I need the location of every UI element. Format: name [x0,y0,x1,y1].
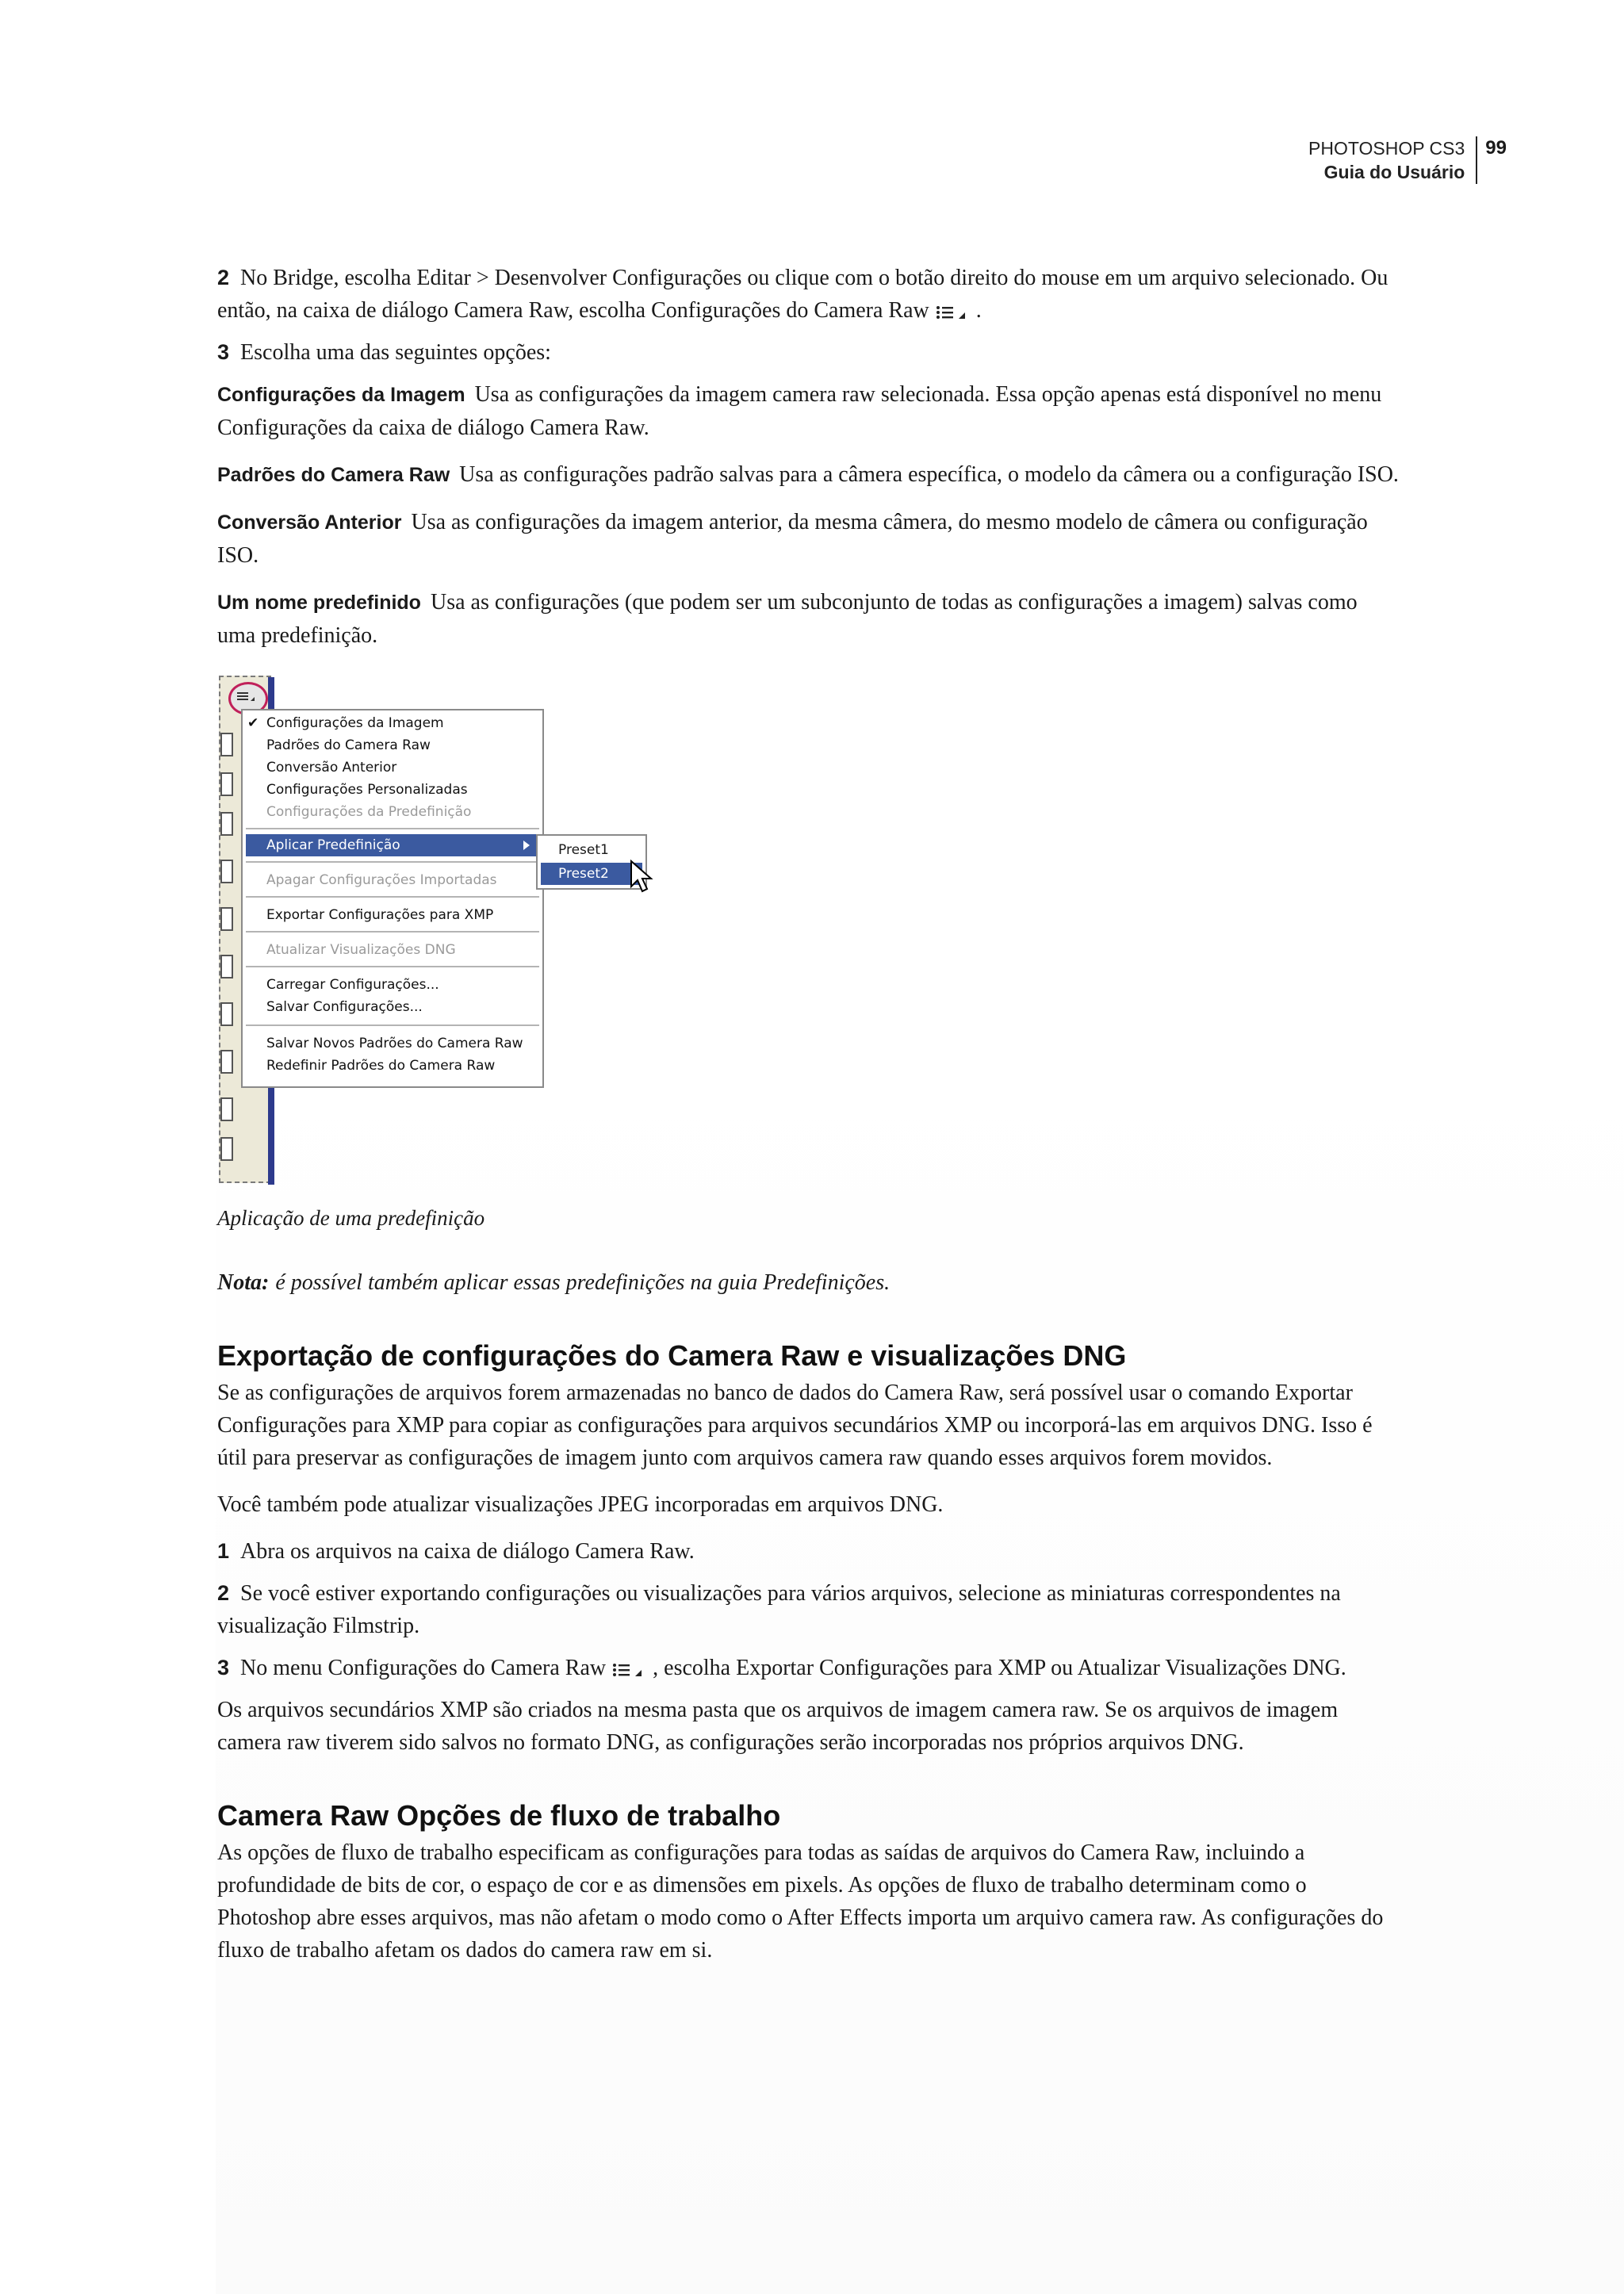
menu-item-clear-imported: Apagar Configurações Importadas [266,872,497,888]
panel-control [220,772,233,796]
menu-item-label: Configurações da Imagem [266,715,444,731]
paragraph: Se as configurações de arquivos forem armazenadas no banco de dados do Camera Raw, será possível usar o comando Exportar Configurações para XMP para copiar as configurações para arquivos secundários XMP ou incorporá-las em arquivos DNG. Isso é útil para preservar as configurações de imagem junto com arquivos camera raw quando esses arquivos forem movidos. [217,1381,1373,1470]
panel-control [220,733,233,756]
step-number: 2 [217,1581,230,1605]
checkmark-icon: ✔ [247,715,259,731]
note-label: Nota: [217,1270,270,1295]
menu-separator [246,931,539,933]
step-1 [217,1535,1399,1568]
section-heading-workflow: Camera Raw Opções de fluxo de trabalho [217,1799,781,1832]
step-text: Abra os arquivos na caixa de diálogo Camera Raw. [240,1539,695,1564]
menu-item-apply-preset[interactable] [246,834,536,856]
header-product: PHOTOSHOP CS3 [1308,138,1465,159]
step-number: 1 [217,1539,230,1563]
menu-separator [246,966,539,967]
menu-item-camera-raw-defaults[interactable]: Padrões do Camera Raw [266,737,431,753]
panel-control [220,907,233,931]
menu-item-update-dng: Atualizar Visualizações DNG [266,942,456,958]
panel-control [220,1097,233,1121]
panel-control [220,1050,233,1074]
page-number: 99 [1485,137,1507,159]
running-header [1308,136,1507,184]
option-term: Um nome predefinido [217,592,421,614]
submenu-arrow-icon [523,841,530,850]
panel-control [220,860,233,883]
menu-item-label: Aplicar Predefinição [266,837,400,853]
settings-menu-icon [611,1660,653,1679]
step-text: No Bridge, escolha Editar > Desenvolver Configurações ou clique com o botão direito do mouse em um arquivo selecionado. Ou então, na caixa de diálogo Camera Raw, escolha Configurações do Camera Raw [217,266,1388,323]
menu-item-custom-settings[interactable]: Configurações Personalizadas [266,782,468,798]
menu-item-reset-defaults[interactable]: Redefinir Padrões do Camera Raw [266,1058,496,1074]
paragraph: Os arquivos secundários XMP são criados na mesma pasta que os arquivos de imagem camera raw. Se os arquivos de imagem camera raw tiverem sido salvos no formato DNG, as configurações serão incorporadas nos próprios arquivos DNG. [217,1698,1339,1755]
step-2 [217,262,1399,327]
panel-control [220,1002,233,1026]
option-term: Padrões do Camera Raw [217,464,450,486]
option-desc: Usa as configurações da imagem anterior, da mesma câmera, do mesmo modelo de câmera ou configuração ISO. [217,510,1368,568]
step-number: 3 [217,340,230,364]
menu-separator [246,828,539,829]
step-3 [217,1652,1399,1684]
option-desc: Usa as configurações padrão salvas para a câmera específica, o modelo da câmera ou a configuração ISO. [459,462,1399,487]
figure-caption: Aplicação de uma predefinição [217,1206,485,1230]
menu-screenshot-figure [217,676,661,1191]
paragraph: As opções de fluxo de trabalho especificam as configurações para todas as saídas de arquivos do Camera Raw, incluindo a profundidade de bits de cor, o espaço de cor e as dimensões em pixels. As opções de fluxo de trabalho determinam como o Photoshop abre esses arquivos, mas não afetam o modo como o After Effects importa um arquivo camera raw. As configurações do fluxo de trabalho afetam os dados do camera raw em si. [217,1840,1384,1963]
panel-control [220,1137,233,1161]
panel-control [220,955,233,978]
step-text-end: , escolha Exportar Configurações para XMP ou Atualizar Visualizações DNG. [653,1656,1346,1680]
step-number: 3 [217,1656,230,1679]
menu-item-previous-conversion[interactable]: Conversão Anterior [266,760,397,776]
option-item [217,378,1399,444]
step-number: 2 [217,266,230,289]
menu-item-load-settings[interactable]: Carregar Configurações... [266,977,439,993]
submenu-item-preset2[interactable]: Preset2 [541,863,642,885]
menu-item-save-new-defaults[interactable]: Salvar Novos Padrões do Camera Raw [266,1036,523,1051]
paragraph: Você também pode atualizar visualizações JPEG incorporadas em arquivos DNG. [217,1492,944,1517]
step-text-end: . [975,298,982,323]
menu-item-preset-settings: Configurações da Predefinição [266,804,472,820]
option-item [217,458,1399,492]
option-item [217,506,1399,572]
note-text: é possível também aplicar essas predefinições na guia Predefinições. [275,1270,891,1295]
menu-separator [246,896,539,898]
submenu-item-preset1[interactable]: Preset1 [558,842,609,858]
menu-separator [246,1024,539,1026]
mouse-cursor-icon [630,860,653,894]
settings-menu-icon [935,303,976,322]
option-item [217,586,1399,652]
step-text: Se você estiver exportando configurações ou visualizações para vários arquivos, selecione as miniaturas correspondentes na visualização Filmstrip. [217,1581,1341,1638]
settings-dropdown-menu [241,709,544,1088]
menu-item-save-settings[interactable]: Salvar Configurações... [266,999,423,1015]
menu-separator [246,861,539,863]
step-3 [217,336,1399,369]
menu-item-export-xmp[interactable]: Exportar Configurações para XMP [266,907,494,923]
option-term: Configurações da Imagem [217,384,465,406]
option-desc: Usa as configurações (que podem ser um subconjunto de todas as configurações a imagem) salvas como uma predefinição. [217,590,1358,648]
option-desc: Usa as configurações da imagem camera raw selecionada. Essa opção apenas está disponível no menu Configurações da caixa de diálogo Camera Raw. [217,382,1382,440]
settings-menu-icon [231,684,261,708]
step-text: Escolha uma das seguintes opções: [240,340,551,365]
note [217,1266,1399,1299]
step-2 [217,1577,1399,1642]
option-term: Conversão Anterior [217,511,402,534]
page-content [217,262,1399,1981]
section-heading-export: Exportação de configurações do Camera Raw e visualizações DNG [217,1339,1127,1372]
step-text: No menu Configurações do Camera Raw [240,1656,607,1680]
panel-control [220,812,233,836]
header-guide: Guia do Usuário [1323,162,1465,182]
menu-item-image-settings[interactable] [247,712,444,734]
